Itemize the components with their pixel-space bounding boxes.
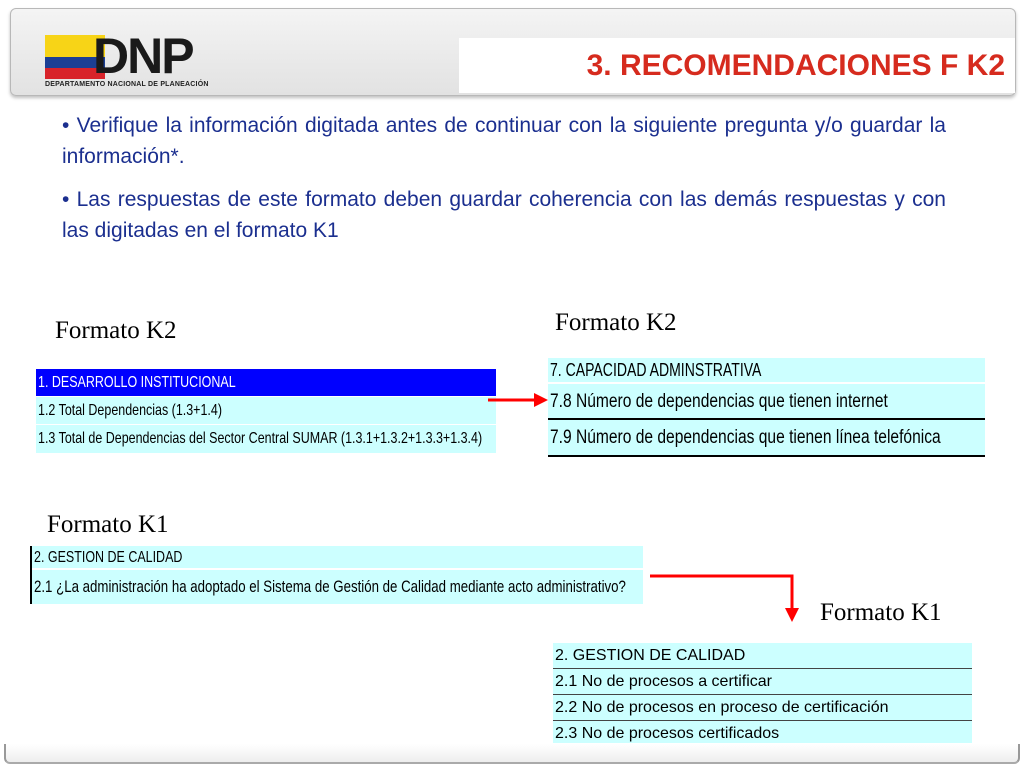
table-k2-right bbox=[548, 358, 985, 457]
caption-k2-right: Formato K2 bbox=[555, 309, 677, 336]
caption-k1-left: Formato K1 bbox=[47, 511, 169, 538]
slide-footer-frame bbox=[4, 744, 1020, 764]
table-cell: 2. GESTION DE CALIDAD bbox=[555, 647, 746, 664]
table-cell: 1.2 Total Dependencias (1.3+1.4) bbox=[38, 402, 222, 419]
bullet-list bbox=[62, 110, 946, 258]
table-cell: 1. DESARROLLO INSTITUCIONAL bbox=[38, 374, 236, 391]
table-row bbox=[548, 420, 985, 457]
table-cell: 2.3 No de procesos certificados bbox=[555, 725, 780, 742]
bullet-item: • Las respuestas de este formato deben guardar coherencia con las demás respuestas y con las digitadas en el formato K1 bbox=[62, 188, 946, 242]
slide-title: 3. RECOMENDACIONES F K2 bbox=[586, 49, 1005, 82]
bullet-item: • Verifique la información digitada antes de continuar con la siguiente pregunta y/o guardar la información*. bbox=[62, 114, 946, 168]
table-row bbox=[36, 369, 496, 397]
arrow-elbow-down-icon bbox=[648, 570, 804, 626]
table-k1-right bbox=[553, 643, 972, 743]
table-cell: 2. GESTION DE CALIDAD bbox=[34, 549, 183, 566]
title-box bbox=[459, 38, 1015, 93]
table-cell: 7.8 Número de dependencias que tienen internet bbox=[550, 391, 888, 412]
caption-k2-left: Formato K2 bbox=[55, 317, 177, 344]
table-row bbox=[553, 669, 972, 695]
table-row bbox=[548, 358, 985, 384]
logo-subtitle: DEPARTAMENTO NACIONAL DE PLANEACIÓN bbox=[45, 81, 209, 88]
dnp-logo bbox=[35, 29, 255, 97]
table-cell: 2.1 No de procesos a certificar bbox=[555, 673, 772, 690]
table-row bbox=[32, 570, 643, 604]
table-row bbox=[36, 397, 496, 425]
caption-k1-right: Formato K1 bbox=[820, 599, 942, 626]
logo-text: DNP bbox=[93, 28, 193, 84]
table-row bbox=[553, 643, 972, 669]
table-cell: 2.2 No de procesos en proceso de certificación bbox=[555, 699, 889, 716]
table-row bbox=[548, 384, 985, 420]
table-k1-left bbox=[30, 546, 643, 604]
table-cell: 7. CAPACIDAD ADMINSTRATIVA bbox=[550, 360, 762, 380]
table-k2-left bbox=[36, 369, 496, 453]
table-cell: 7.9 Número de dependencias que tienen línea telefónica bbox=[550, 427, 941, 448]
table-cell: 2.1 ¿La administración ha adoptado el Sistema de Gestión de Calidad mediante acto administrativo? bbox=[34, 577, 626, 596]
arrow-right-icon bbox=[486, 390, 552, 410]
table-cell: 1.3 Total de Dependencias del Sector Central SUMAR (1.3.1+1.3.2+1.3.3+1.3.4) bbox=[38, 430, 483, 447]
table-row bbox=[36, 425, 496, 453]
table-row bbox=[553, 695, 972, 721]
table-row bbox=[32, 546, 643, 570]
slide-header bbox=[10, 8, 1016, 96]
table-row bbox=[553, 721, 972, 743]
